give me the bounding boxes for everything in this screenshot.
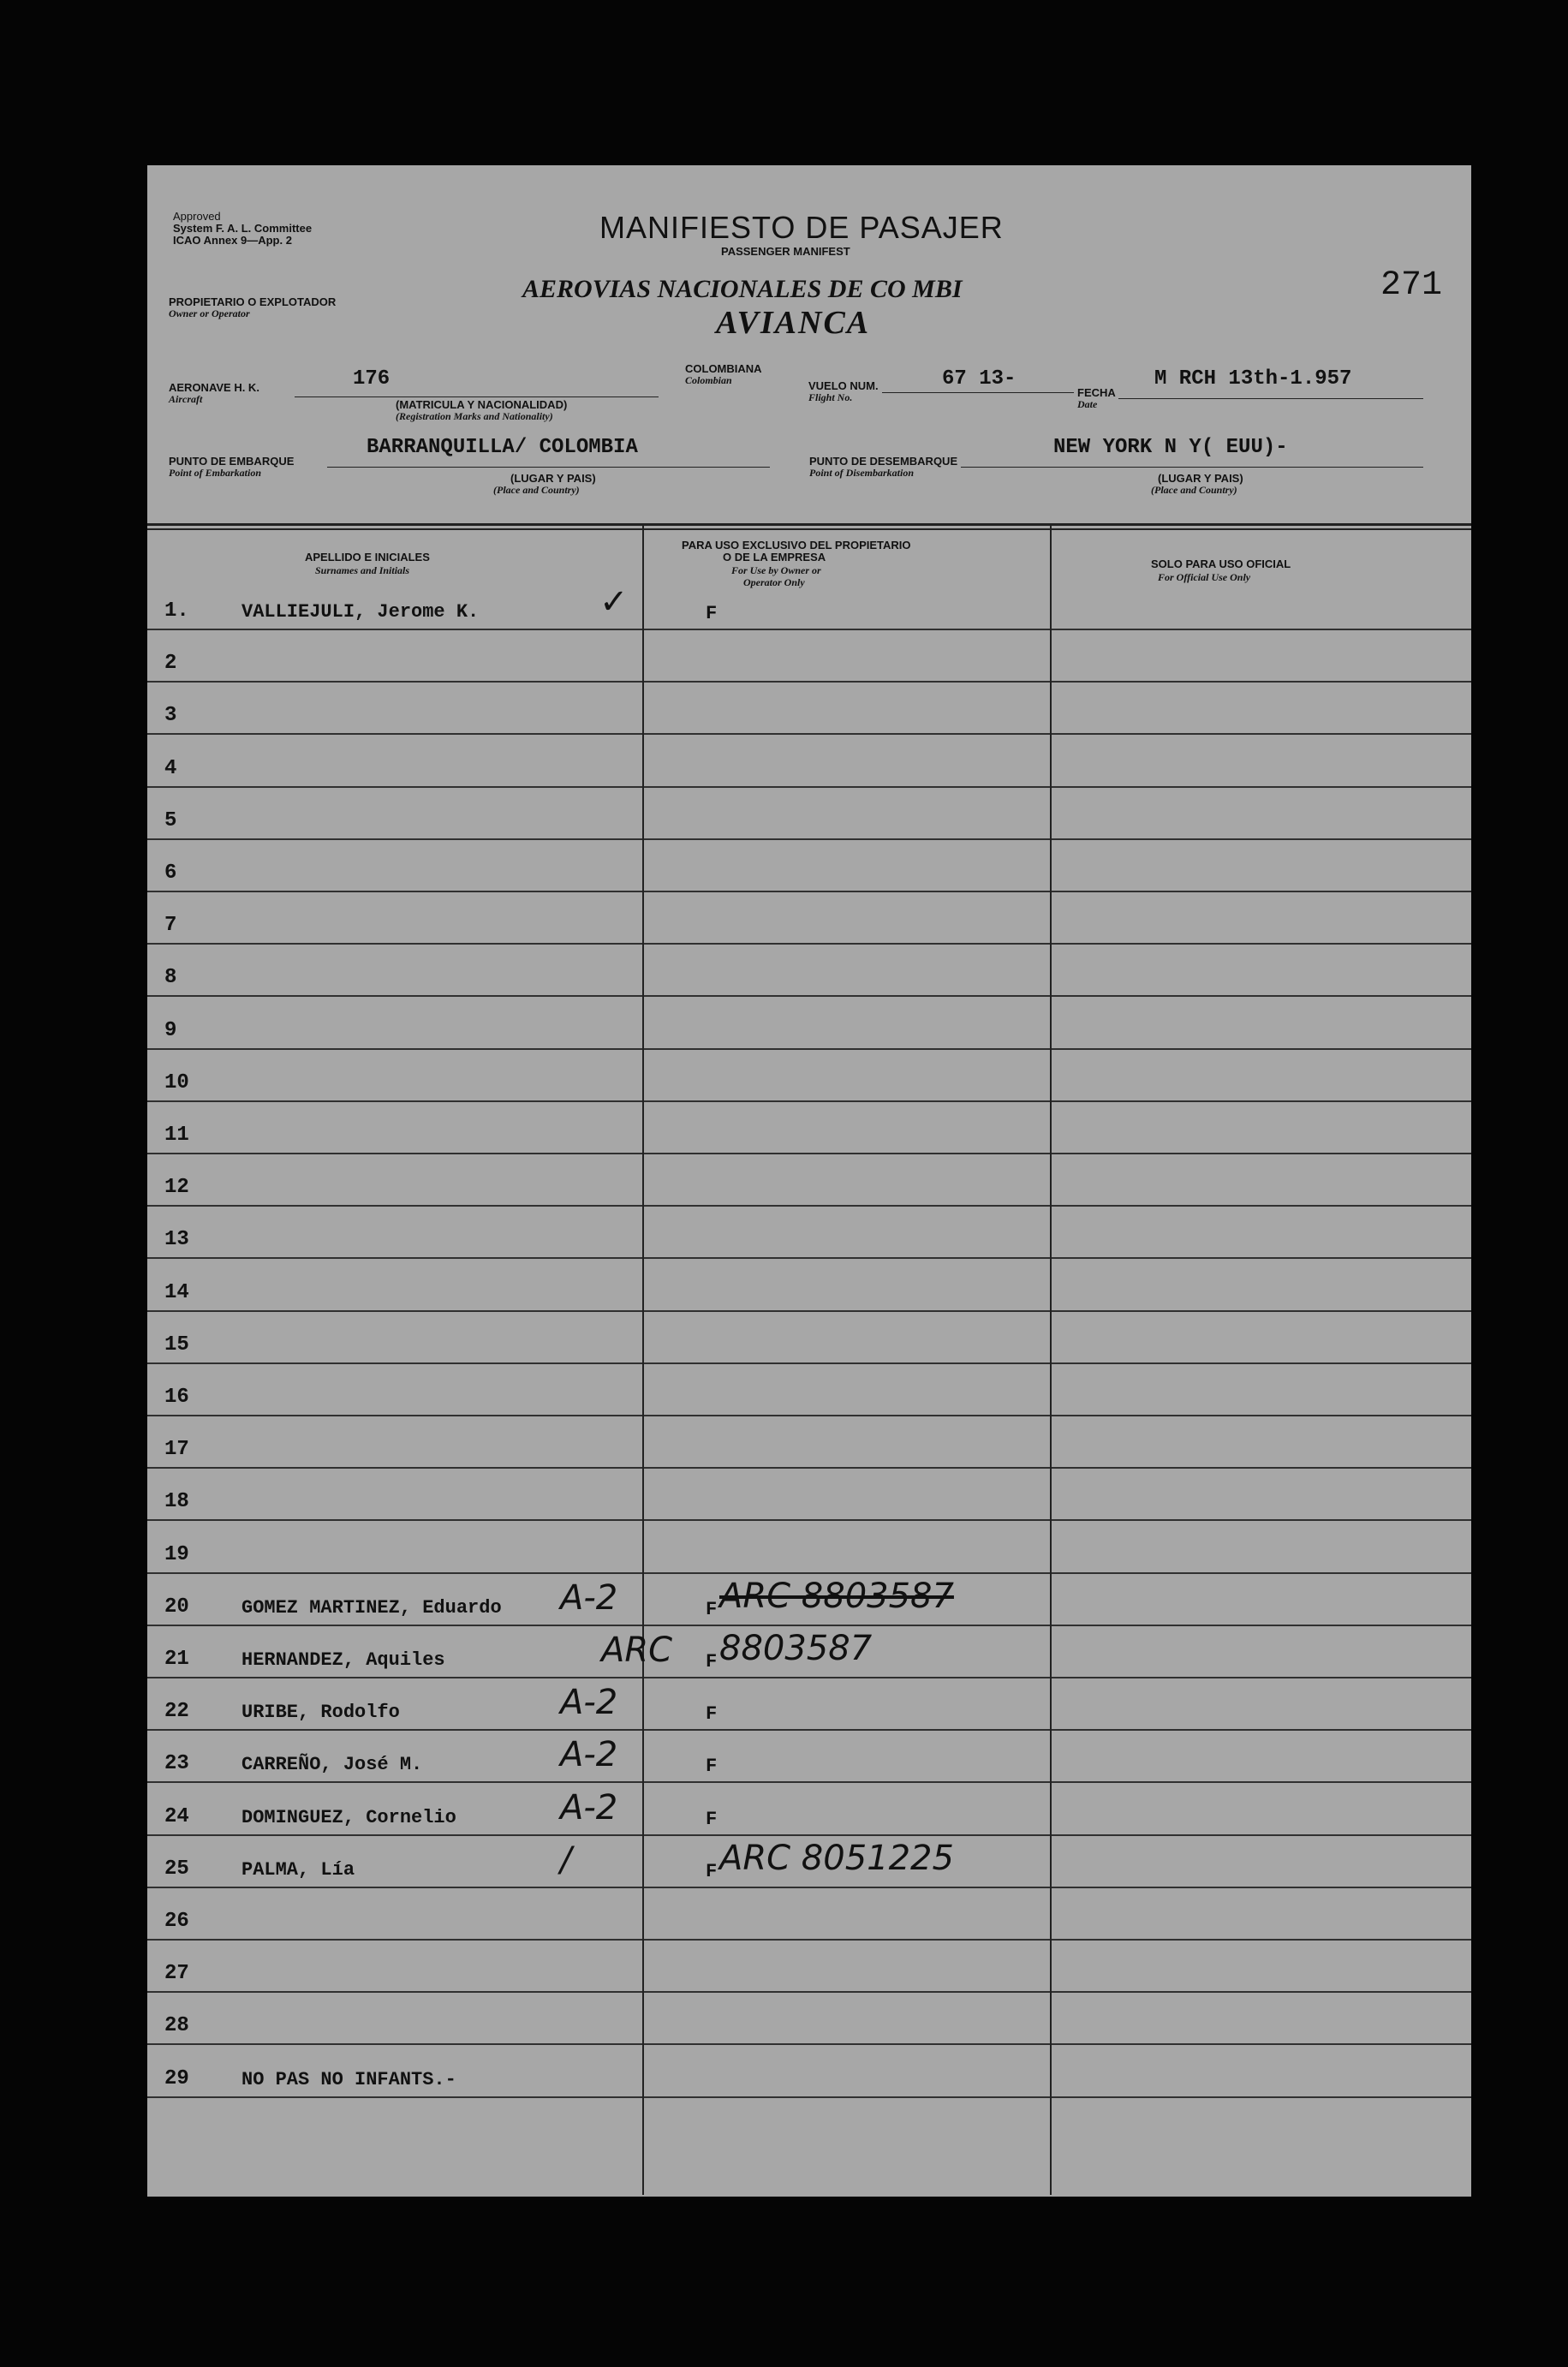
row-rule: [147, 1939, 642, 1941]
row-rule: [147, 1415, 642, 1416]
row-rule: [1052, 1572, 1471, 1574]
row-rule: [147, 1310, 642, 1312]
row-number: 12: [164, 1176, 189, 1200]
row-rule: [1052, 1100, 1471, 1102]
approval-line-1: Approved: [173, 210, 221, 223]
owner-label: PROPIETARIO O EXPLOTADOR: [169, 295, 337, 308]
row-rule: [147, 1572, 642, 1574]
row-number: 5: [164, 808, 177, 832]
table-top-rule: [147, 523, 1471, 526]
handwritten-mark: ✓: [599, 582, 629, 622]
row-rule: [147, 1991, 642, 1993]
row-number: 18: [164, 1490, 189, 1514]
manifest-subtitle: PASSENGER MANIFEST: [721, 245, 850, 258]
row-rule: [644, 1729, 1050, 1731]
table-top-rule-2: [147, 528, 1471, 530]
date-label: FECHA: [1077, 386, 1116, 399]
manifest-title: MANIFIESTO DE PASAJER: [599, 210, 1004, 245]
flight-underline: [882, 392, 1074, 393]
row-rule: [147, 1205, 642, 1207]
row-rule: [644, 733, 1050, 735]
row-rule: [1052, 995, 1471, 997]
flight-label-en: Flight No.: [808, 391, 853, 403]
row-rule: [644, 1257, 1050, 1259]
handwritten-mark: A-2: [560, 1735, 618, 1775]
row-rule: [644, 1362, 1050, 1364]
embark-label-en: Point of Embarkation: [169, 467, 262, 479]
row-rule: [1052, 1781, 1471, 1783]
row-number: 14: [164, 1280, 189, 1304]
row-rule: [1052, 1048, 1471, 1050]
row-rule: [1052, 1991, 1471, 1993]
embark-underline: [327, 467, 770, 468]
row-rule: [147, 1677, 642, 1678]
row-rule: [644, 1415, 1050, 1416]
passenger-name: CARREÑO, José M.: [241, 1754, 423, 1776]
nationality-label: Colombian: [685, 374, 732, 386]
aircraft-underline: [295, 396, 659, 397]
owner-use-header-en-2: Operator Only: [743, 576, 805, 588]
embark-value: BARRANQUILLA/ COLOMBIA: [367, 436, 638, 459]
row-rule: [644, 1048, 1050, 1050]
row-rule: [1052, 891, 1471, 892]
row-rule: [147, 891, 642, 892]
passenger-name: HERNANDEZ, Aquiles: [241, 1649, 445, 1671]
row-number: 3: [164, 704, 177, 728]
row-number: 7: [164, 914, 177, 938]
row-rule: [644, 2043, 1050, 2045]
row-rule: [1052, 1834, 1471, 1836]
row-rule: [1052, 1205, 1471, 1207]
row-number: 11: [164, 1124, 189, 1147]
aircraft-label-en: Aircraft: [169, 393, 203, 405]
airline-short-name: AVIANCA: [716, 305, 871, 341]
registration-label: (MATRICULA Y NACIONALIDAD): [396, 398, 568, 411]
row-number: 16: [164, 1386, 189, 1409]
row-rule: [1052, 681, 1471, 683]
row-rule: [147, 1467, 642, 1469]
official-header-en: For Official Use Only: [1158, 571, 1251, 583]
row-rule: [147, 943, 642, 945]
row-rule: [1052, 1625, 1471, 1626]
date-underline: [1118, 398, 1423, 399]
handwritten-mark: A-2: [560, 1683, 618, 1723]
row-rule: [147, 1729, 642, 1731]
row-rule: [1052, 1415, 1471, 1416]
row-number: 8: [164, 966, 177, 990]
owner-use-value: F: [706, 1808, 718, 1830]
row-rule: [1052, 1677, 1471, 1678]
place-label-en: (Place and Country): [493, 484, 580, 496]
place-label: (LUGAR Y PAIS): [510, 472, 596, 485]
row-rule: [1052, 1257, 1471, 1259]
row-number: 9: [164, 1018, 177, 1042]
row-rule: [1052, 786, 1471, 788]
passenger-name: VALLIEJULI, Jerome K.: [241, 601, 480, 623]
aircraft-value: 176: [353, 367, 391, 391]
row-rule: [147, 1048, 642, 1050]
row-rule: [644, 1205, 1050, 1207]
row-rule: [147, 995, 642, 997]
handwritten-mark: ARC: [601, 1631, 673, 1670]
owner-use-value: F: [706, 603, 718, 624]
row-number: 15: [164, 1333, 189, 1356]
row-rule: [1052, 943, 1471, 945]
disembark-label: PUNTO DE DESEMBARQUE: [809, 455, 958, 468]
handwritten-note: 8803587: [719, 1629, 873, 1668]
disembark-label-en: Point of Disembarkation: [809, 467, 915, 479]
row-rule: [644, 1677, 1050, 1678]
row-number: 20: [164, 1595, 189, 1619]
passenger-name: GOMEZ MARTINEZ, Eduardo: [241, 1596, 502, 1619]
column-divider-1: [642, 525, 644, 2195]
official-header: SOLO PARA USO OFICIAL: [1151, 557, 1291, 570]
date-label-en: Date: [1077, 398, 1098, 410]
place2-label-en: (Place and Country): [1151, 484, 1237, 496]
passenger-name: URIBE, Rodolfo: [241, 1702, 400, 1724]
row-number: 27: [164, 1962, 189, 1986]
row-rule: [644, 629, 1050, 630]
row-number: 28: [164, 2014, 189, 2038]
row-number: 17: [164, 1438, 189, 1462]
owner-use-value: F: [706, 1860, 718, 1882]
row-rule: [147, 733, 642, 735]
row-number: 23: [164, 1752, 189, 1776]
row-number: 10: [164, 1070, 189, 1094]
row-number: 24: [164, 1804, 189, 1828]
owner-label-en: Owner or Operator: [169, 307, 250, 319]
owner-use-value: F: [706, 1756, 718, 1778]
row-rule: [644, 838, 1050, 840]
row-number: 21: [164, 1648, 189, 1671]
row-rule: [147, 1100, 642, 1102]
row-rule: [1052, 1310, 1471, 1312]
row-rule: [1052, 1362, 1471, 1364]
row-rule: [644, 1572, 1050, 1574]
owner-use-header-en-1: For Use by Owner or: [731, 564, 821, 576]
owner-use-value: F: [706, 1703, 718, 1726]
handwritten-note: ARC 8051225: [719, 1838, 954, 1878]
row-rule: [147, 786, 642, 788]
airline-name: AEROVIAS NACIONALES DE CO MBI: [522, 275, 963, 303]
row-rule: [1052, 1467, 1471, 1469]
row-rule: [1052, 2096, 1471, 2098]
owner-use-value: F: [706, 1651, 718, 1672]
row-rule: [644, 786, 1050, 788]
row-number: 29: [164, 2066, 189, 2090]
manifest-sheet: [147, 165, 1471, 2197]
row-rule: [644, 1939, 1050, 1941]
row-rule: [1052, 1887, 1471, 1888]
row-rule: [147, 1519, 642, 1521]
row-number: 22: [164, 1700, 189, 1724]
place2-label: (LUGAR Y PAIS): [1158, 472, 1243, 485]
row-rule: [147, 1362, 642, 1364]
row-rule: [644, 1467, 1050, 1469]
disembark-underline: [961, 467, 1423, 468]
row-rule: [644, 1625, 1050, 1626]
row-rule: [644, 1519, 1050, 1521]
approval-line-2: System F. A. L. Committee: [173, 222, 313, 235]
row-rule: [1052, 1153, 1471, 1154]
row-rule: [1052, 733, 1471, 735]
row-rule: [644, 1887, 1050, 1888]
owner-use-value: F: [706, 1598, 718, 1620]
row-rule: [1052, 838, 1471, 840]
row-rule: [1052, 1519, 1471, 1521]
column-divider-2: [1050, 525, 1052, 2195]
row-number: 2: [164, 652, 177, 676]
row-rule: [644, 995, 1050, 997]
row-rule: [147, 1257, 642, 1259]
date-value: M RCH 13th-1.957: [1154, 367, 1352, 391]
handwritten-mark: /: [560, 1839, 572, 1880]
approval-line-3: ICAO Annex 9—App. 2: [173, 234, 292, 247]
passenger-name: DOMINGUEZ, Cornelio: [241, 1806, 456, 1828]
owner-use-header-2: O DE LA EMPRESA: [723, 551, 826, 563]
disembark-value: NEW YORK N Y( EUU)-: [1053, 436, 1288, 459]
passenger-name: PALMA, Lía: [241, 1858, 355, 1881]
handwritten-mark: A-2: [560, 1787, 618, 1827]
surnames-header: APELLIDO E INICIALES: [305, 551, 430, 563]
row-rule: [1052, 2043, 1471, 2045]
row-rule: [644, 1834, 1050, 1836]
embark-label: PUNTO DE EMBARQUE: [169, 455, 295, 468]
row-rule: [147, 681, 642, 683]
row-number: 1.: [164, 599, 189, 623]
flight-label: VUELO NUM.: [808, 379, 879, 392]
row-number: 4: [164, 756, 177, 780]
row-rule: [644, 1100, 1050, 1102]
passenger-name: NO PAS NO INFANTS.-: [241, 2068, 456, 2090]
row-rule: [147, 838, 642, 840]
row-number: 13: [164, 1228, 189, 1252]
row-rule: [644, 1153, 1050, 1154]
row-rule: [644, 1310, 1050, 1312]
flight-value: 67 13-: [942, 367, 1017, 391]
row-rule: [644, 1781, 1050, 1783]
row-number: 26: [164, 1910, 189, 1933]
aircraft-label: AERONAVE H. K.: [169, 381, 259, 394]
row-rule: [147, 1625, 642, 1626]
row-rule: [147, 1887, 642, 1888]
row-rule: [147, 2043, 642, 2045]
handwritten-note: ARC 8803587: [719, 1576, 954, 1616]
row-rule: [147, 1153, 642, 1154]
row-rule: [147, 629, 642, 630]
row-rule: [147, 1834, 642, 1836]
row-rule: [147, 1781, 642, 1783]
owner-use-header-1: PARA USO EXCLUSIVO DEL PROPIETARIO: [682, 539, 911, 552]
handwritten-mark: A-2: [560, 1577, 618, 1618]
row-rule: [644, 681, 1050, 683]
row-rule: [1052, 1939, 1471, 1941]
row-rule: [644, 891, 1050, 892]
nationality-value: COLOMBIANA: [685, 362, 762, 375]
row-rule: [644, 943, 1050, 945]
row-rule: [1052, 1729, 1471, 1731]
row-number: 19: [164, 1542, 189, 1566]
page-number: 271: [1380, 266, 1443, 305]
registration-label-en: (Registration Marks and Nationality): [396, 410, 553, 422]
surnames-header-en: Surnames and Initials: [315, 564, 410, 576]
row-rule: [644, 2096, 1050, 2098]
row-rule: [147, 2096, 642, 2098]
row-number: 25: [164, 1857, 189, 1881]
row-rule: [644, 1991, 1050, 1993]
row-rule: [1052, 629, 1471, 630]
row-number: 6: [164, 862, 177, 885]
